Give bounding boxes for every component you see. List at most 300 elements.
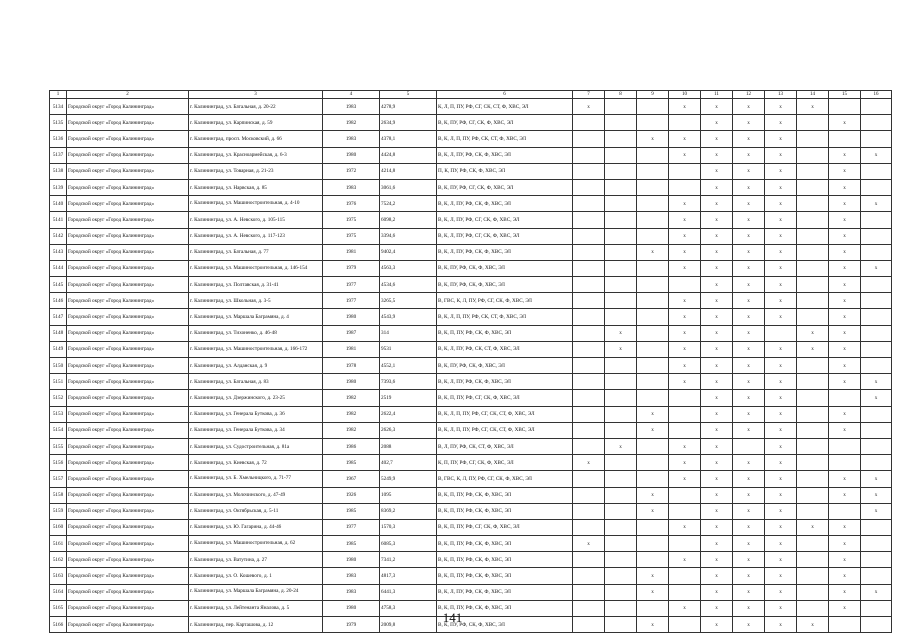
table-cell-col16	[861, 358, 892, 374]
table-cell-col16: x	[861, 471, 892, 487]
table-cell-col11: x	[701, 422, 733, 438]
table-cell-col2: Городской округ «Город Калининград»	[67, 163, 189, 179]
table-cell-col12: x	[733, 244, 765, 260]
table-row	[50, 131, 892, 147]
table-row	[50, 309, 892, 325]
table-cell-col8	[605, 277, 637, 293]
table-cell-col8	[605, 244, 637, 260]
table-cell-col7	[573, 438, 605, 454]
table-cell-col15: x	[829, 471, 861, 487]
table-cell-col1: 5145	[50, 277, 67, 293]
table-cell-col6: В, К, Л, ПУ, РФ, СК, СТ, Ф, ХВС, ЭЛ	[437, 341, 573, 357]
table-cell-col3: г. Калининград, ул. Маршала Баграмяна, д. 20-24	[189, 584, 323, 600]
table-cell-col13: x	[765, 552, 797, 568]
table-cell-col12: x	[733, 325, 765, 341]
table-cell-col10: x	[669, 438, 701, 454]
table-cell-col12: x	[733, 131, 765, 147]
table-cell-col4: 1982	[323, 406, 380, 422]
table-cell-col10: x	[669, 374, 701, 390]
table-cell-col11: x	[701, 617, 733, 633]
table-cell-col5: 314	[380, 325, 437, 341]
register-table	[49, 90, 892, 633]
table-cell-col9	[637, 552, 669, 568]
table-cell-col4: 1981	[323, 341, 380, 357]
table-cell-col2: Городской округ «Город Калининград»	[67, 212, 189, 228]
table-row	[50, 536, 892, 552]
table-cell-col15: x	[829, 422, 861, 438]
table-cell-col2: Городской округ «Город Калининград»	[67, 293, 189, 309]
table-cell-col7	[573, 244, 605, 260]
table-cell-col4: 1979	[323, 617, 380, 633]
table-cell-col3: г. Калининград, ул. Полтавская, д. 31-41	[189, 277, 323, 293]
table-cell-col16	[861, 99, 892, 115]
table-row	[50, 325, 892, 341]
table-cell-col16	[861, 163, 892, 179]
table-cell-col7: x	[573, 99, 605, 115]
table-row	[50, 374, 892, 390]
table-cell-col12: x	[733, 260, 765, 276]
table-cell-col5: 4563,3	[380, 260, 437, 276]
table-row	[50, 277, 892, 293]
table-cell-col15	[829, 99, 861, 115]
table-cell-col3: г. Калининград, ул. Красноармейская, д. 6-3	[189, 147, 323, 163]
table-cell-col16	[861, 131, 892, 147]
table-cell-col10	[669, 277, 701, 293]
table-cell-col2: Городской округ «Город Калининград»	[67, 438, 189, 454]
table-cell-col1: 5147	[50, 309, 67, 325]
table-cell-col16: x	[861, 390, 892, 406]
table-cell-col5: 4378,1	[380, 131, 437, 147]
table-cell-col11: x	[701, 147, 733, 163]
table-cell-col6: В, К, Л, П, ПУ, РФ, СК, СТ, Ф, ХВС, ЭЛ	[437, 309, 573, 325]
table-cell-col11: x	[701, 99, 733, 115]
table-cell-col5: 4534,6	[380, 277, 437, 293]
table-cell-col8	[605, 179, 637, 195]
table-cell-col9	[637, 147, 669, 163]
table-cell-col3: г. Калининград, ул. Киевская, д. 72	[189, 455, 323, 471]
table-cell-col1: 5166	[50, 617, 67, 633]
table-row	[50, 519, 892, 535]
table-cell-col12: x	[733, 487, 765, 503]
table-cell-col9: x	[637, 617, 669, 633]
table-cell-col15: x	[829, 163, 861, 179]
table-cell-col14	[797, 212, 829, 228]
table-cell-col8: x	[605, 438, 637, 454]
table-cell-col8	[605, 390, 637, 406]
table-cell-col2: Городской округ «Город Калининград»	[67, 228, 189, 244]
table-cell-col6: В, К, П, ПУ, РФ, СК, Ф, ХВС, ЭЛ	[437, 552, 573, 568]
table-cell-col13: x	[765, 179, 797, 195]
table-cell-col14	[797, 584, 829, 600]
table-row	[50, 584, 892, 600]
table-cell-col6: В, К, Л, ПУ, РФ, СК, Ф, ХВС, ЭЛ	[437, 196, 573, 212]
table-cell-col3: г. Калининград, ул. Товарная, д. 21-23	[189, 163, 323, 179]
table-cell-col10: x	[669, 341, 701, 357]
table-cell-col4: 1980	[323, 147, 380, 163]
table-cell-col11: x	[701, 552, 733, 568]
table-cell-col9	[637, 277, 669, 293]
table-cell-col16	[861, 293, 892, 309]
table-cell-col6: В, К, П, ПУ, РФ, СК, Ф, ХВС, ЭЛ	[437, 536, 573, 552]
table-cell-col11: x	[701, 584, 733, 600]
table-cell-col15: x	[829, 228, 861, 244]
table-cell-col6: В, К, Л, ПУ, РФ, СК, Ф, ХВС, ЭЛ	[437, 374, 573, 390]
table-cell-col7	[573, 179, 605, 195]
table-cell-col15: x	[829, 293, 861, 309]
register-table-container	[49, 90, 879, 633]
table-cell-col4: 1981	[323, 244, 380, 260]
table-cell-col7	[573, 309, 605, 325]
table-cell-col2: Городской округ «Город Калининград»	[67, 617, 189, 633]
table-cell-col1: 5155	[50, 438, 67, 454]
table-cell-col12: x	[733, 228, 765, 244]
table-cell-col3: г. Калининград, ул. Дзержинского, д. 23-25	[189, 390, 323, 406]
table-cell-col10: x	[669, 196, 701, 212]
table-cell-col16	[861, 212, 892, 228]
table-cell-col10	[669, 503, 701, 519]
table-cell-col9	[637, 390, 669, 406]
table-cell-col1: 5138	[50, 163, 67, 179]
table-cell-col13: x	[765, 115, 797, 131]
table-cell-col10: x	[669, 212, 701, 228]
table-cell-col4: 1980	[323, 309, 380, 325]
table-cell-col9: x	[637, 487, 669, 503]
table-cell-col6: П, К, ПУ, РФ, СК, Ф, ХВС, ЭЛ	[437, 163, 573, 179]
table-cell-col2: Городской округ «Город Калининград»	[67, 422, 189, 438]
table-cell-col10: x	[669, 519, 701, 535]
table-cell-col10: x	[669, 228, 701, 244]
table-cell-col5: 4817,3	[380, 568, 437, 584]
table-cell-col14	[797, 147, 829, 163]
table-cell-col1: 5142	[50, 228, 67, 244]
column-header: 5	[380, 91, 437, 99]
table-cell-col7	[573, 503, 605, 519]
table-cell-col12: x	[733, 212, 765, 228]
table-cell-col2: Городской округ «Город Калининград»	[67, 600, 189, 616]
table-cell-col2: Городской округ «Город Калининград»	[67, 374, 189, 390]
table-cell-col13: x	[765, 617, 797, 633]
table-cell-col2: Городской округ «Город Калининград»	[67, 552, 189, 568]
table-cell-col4: 1979	[323, 260, 380, 276]
table-cell-col12: x	[733, 293, 765, 309]
table-cell-col3: г. Калининград, ул. Алданская, д. 9	[189, 358, 323, 374]
table-cell-col12: x	[733, 536, 765, 552]
table-cell-col12: x	[733, 147, 765, 163]
table-cell-col3: г. Калининград, ул. Карпинская, д. 59	[189, 115, 323, 131]
table-cell-col1: 5158	[50, 487, 67, 503]
table-cell-col7	[573, 260, 605, 276]
table-cell-col1: 5149	[50, 341, 67, 357]
table-cell-col6: В, К, Л, ПУ, РФ, СК, Ф, ХВС, ЭЛ	[437, 584, 573, 600]
column-header: 2	[67, 91, 189, 99]
table-cell-col9: x	[637, 422, 669, 438]
table-cell-col2: Городской округ «Город Калининград»	[67, 309, 189, 325]
table-cell-col9	[637, 455, 669, 471]
table-cell-col8: x	[605, 325, 637, 341]
table-cell-col2: Городской округ «Город Калининград»	[67, 341, 189, 357]
table-cell-col9	[637, 309, 669, 325]
column-header: 4	[323, 91, 380, 99]
table-cell-col11: x	[701, 406, 733, 422]
table-cell-col14	[797, 228, 829, 244]
table-cell-col8	[605, 260, 637, 276]
table-cell-col15	[829, 390, 861, 406]
table-cell-col16	[861, 228, 892, 244]
table-cell-col6: В, Л, ПУ, РФ, СК, СТ, Ф, ХВС, ЭЛ	[437, 438, 573, 454]
table-row	[50, 99, 892, 115]
table-cell-col14	[797, 568, 829, 584]
table-cell-col3: г. Калининград, ул. Ватутина, д. 27	[189, 552, 323, 568]
table-cell-col9: x	[637, 244, 669, 260]
table-cell-col3: г. Калининград, ул. О. Кошевого, д. 1	[189, 568, 323, 584]
table-cell-col15: x	[829, 406, 861, 422]
table-cell-col15: x	[829, 584, 861, 600]
table-cell-col14	[797, 455, 829, 471]
table-cell-col3: г. Калининград, пер. Карташова, д. 12	[189, 617, 323, 633]
table-cell-col3: г. Калининград, ул. Батальная, д. 83	[189, 374, 323, 390]
table-cell-col5: 402,7	[380, 455, 437, 471]
table-cell-col11: x	[701, 600, 733, 616]
table-cell-col1: 5164	[50, 584, 67, 600]
table-cell-col5: 7524,2	[380, 196, 437, 212]
table-cell-col2: Городской округ «Город Калининград»	[67, 115, 189, 131]
table-row	[50, 341, 892, 357]
table-cell-col4: 1977	[323, 293, 380, 309]
table-cell-col15: x	[829, 341, 861, 357]
table-cell-col16	[861, 115, 892, 131]
table-cell-col1: 5150	[50, 358, 67, 374]
table-cell-col8	[605, 487, 637, 503]
table-cell-col6: В, К, П, ПУ, РФ, СК, Ф, ХВС, ЭЛ	[437, 503, 573, 519]
table-cell-col13: x	[765, 422, 797, 438]
table-row	[50, 163, 892, 179]
table-cell-col11: x	[701, 390, 733, 406]
table-cell-col10: x	[669, 147, 701, 163]
table-row	[50, 212, 892, 228]
table-cell-col12: x	[733, 358, 765, 374]
table-cell-col9	[637, 196, 669, 212]
table-cell-col10: x	[669, 293, 701, 309]
table-cell-col15: x	[829, 568, 861, 584]
table-cell-col9: x	[637, 131, 669, 147]
table-cell-col11: x	[701, 374, 733, 390]
table-cell-col9	[637, 471, 669, 487]
table-cell-col4: 1982	[323, 115, 380, 131]
table-cell-col12: x	[733, 196, 765, 212]
table-cell-col15	[829, 131, 861, 147]
table-cell-col5: 4758,3	[380, 600, 437, 616]
table-cell-col16: x	[861, 503, 892, 519]
table-cell-col16	[861, 455, 892, 471]
table-cell-col15: x	[829, 212, 861, 228]
table-cell-col1: 5151	[50, 374, 67, 390]
table-cell-col11: x	[701, 358, 733, 374]
table-cell-col12: x	[733, 341, 765, 357]
table-cell-col8	[605, 471, 637, 487]
table-cell-col6: В, К, П, ПУ, РФ, СК, Ф, ХВС, ЭЛ	[437, 325, 573, 341]
table-cell-col4: 1986	[323, 438, 380, 454]
table-cell-col8	[605, 568, 637, 584]
table-cell-col7	[573, 325, 605, 341]
table-cell-col10	[669, 115, 701, 131]
table-cell-col8: x	[605, 341, 637, 357]
table-cell-col8	[605, 228, 637, 244]
table-cell-col12: x	[733, 179, 765, 195]
table-cell-col3: г. Калининград, ул. Лейтенанта Яналова, д. 5	[189, 600, 323, 616]
table-cell-col5: 8369,2	[380, 503, 437, 519]
table-cell-col4: 1967	[323, 471, 380, 487]
table-cell-col15	[829, 455, 861, 471]
table-cell-col15: x	[829, 487, 861, 503]
table-cell-col12: x	[733, 163, 765, 179]
table-cell-col16: x	[861, 260, 892, 276]
table-cell-col8	[605, 115, 637, 131]
table-cell-col1: 5148	[50, 325, 67, 341]
table-cell-col5: 7393,6	[380, 374, 437, 390]
table-cell-col6: В, К, ПУ, РФ, СК, Ф, ХВС, ЭЛ	[437, 260, 573, 276]
table-cell-col2: Городской округ «Город Калининград»	[67, 358, 189, 374]
table-cell-col4: 1985	[323, 455, 380, 471]
table-cell-col11: x	[701, 277, 733, 293]
table-row	[50, 568, 892, 584]
column-header: 3	[189, 91, 323, 99]
table-cell-col2: Городской округ «Город Калининград»	[67, 277, 189, 293]
table-cell-col7	[573, 196, 605, 212]
table-cell-col15: x	[829, 600, 861, 616]
table-cell-col7	[573, 131, 605, 147]
table-cell-col12: x	[733, 471, 765, 487]
table-cell-col15: x	[829, 115, 861, 131]
table-cell-col3: г. Калининград, ул. Молочинского, д. 47-49	[189, 487, 323, 503]
table-cell-col15: x	[829, 552, 861, 568]
table-cell-col15: x	[829, 358, 861, 374]
table-cell-col14	[797, 422, 829, 438]
table-cell-col2: Городской округ «Город Калининград»	[67, 568, 189, 584]
table-cell-col14: x	[797, 341, 829, 357]
table-cell-col11: x	[701, 438, 733, 454]
table-cell-col11: x	[701, 568, 733, 584]
table-cell-col16	[861, 438, 892, 454]
table-cell-col16: x	[861, 584, 892, 600]
table-cell-col6: В, К, П, ПУ, РФ, СГ, СК, Ф, ХВС, ЭЛ	[437, 519, 573, 535]
table-cell-col14	[797, 503, 829, 519]
table-cell-col8	[605, 196, 637, 212]
column-header: 15	[829, 91, 861, 99]
table-cell-col5: 5249,9	[380, 471, 437, 487]
table-cell-col16	[861, 406, 892, 422]
table-cell-col3: г. Калининград, ул. Батальная, д. 20-22	[189, 99, 323, 115]
table-cell-col13: x	[765, 341, 797, 357]
table-cell-col6: В, К, П, ПУ, РФ, СГ, СК, Ф, ХВС, ЭЛ	[437, 390, 573, 406]
table-cell-col10	[669, 406, 701, 422]
table-cell-col1: 5143	[50, 244, 67, 260]
table-cell-col2: Городской округ «Город Калининград»	[67, 179, 189, 195]
table-cell-col6: В, К, П, ПУ, РФ, СК, Ф, ХВС, ЭЛ	[437, 600, 573, 616]
table-cell-col15: x	[829, 536, 861, 552]
table-cell-col12: x	[733, 422, 765, 438]
table-cell-col16: x	[861, 196, 892, 212]
table-cell-col10	[669, 536, 701, 552]
table-cell-col9	[637, 179, 669, 195]
table-cell-col2: Городской округ «Город Калининград»	[67, 519, 189, 535]
table-cell-col14: x	[797, 519, 829, 535]
table-cell-col5: 1570,3	[380, 519, 437, 535]
table-cell-col10	[669, 584, 701, 600]
table-cell-col11: x	[701, 293, 733, 309]
table-cell-col1: 5139	[50, 179, 67, 195]
table-cell-col5: 6085,3	[380, 536, 437, 552]
table-cell-col13: x	[765, 147, 797, 163]
table-cell-col1: 5144	[50, 260, 67, 276]
table-cell-col7: x	[573, 455, 605, 471]
table-cell-col13: x	[765, 163, 797, 179]
table-cell-col2: Городской округ «Город Калининград»	[67, 584, 189, 600]
table-cell-col13: x	[765, 358, 797, 374]
table-cell-col2: Городской округ «Город Калининград»	[67, 487, 189, 503]
table-cell-col3: г. Калининград, ул. Машиностроительная, д. 166-172	[189, 341, 323, 357]
table-cell-col14: x	[797, 617, 829, 633]
table-cell-col13: x	[765, 455, 797, 471]
table-cell-col16	[861, 341, 892, 357]
table-cell-col14	[797, 179, 829, 195]
table-cell-col14	[797, 358, 829, 374]
table-cell-col12: x	[733, 406, 765, 422]
table-cell-col5: 3394,6	[380, 228, 437, 244]
table-cell-col1: 5154	[50, 422, 67, 438]
table-cell-col10: x	[669, 260, 701, 276]
table-cell-col7	[573, 293, 605, 309]
table-cell-col11: x	[701, 455, 733, 471]
table-cell-col11: x	[701, 471, 733, 487]
table-cell-col13: x	[765, 438, 797, 454]
table-cell-col7	[573, 584, 605, 600]
table-cell-col3: г. Калининград, ул. Октябрьская, д. 5-11	[189, 503, 323, 519]
table-cell-col10: x	[669, 455, 701, 471]
table-cell-col16: x	[861, 374, 892, 390]
table-cell-col7	[573, 406, 605, 422]
table-cell-col2: Городской округ «Город Калининград»	[67, 260, 189, 276]
table-cell-col7	[573, 487, 605, 503]
table-cell-col16	[861, 277, 892, 293]
table-cell-col4: 1977	[323, 519, 380, 535]
table-cell-col5: 1095	[380, 487, 437, 503]
table-row	[50, 390, 892, 406]
table-cell-col14	[797, 244, 829, 260]
table-cell-col16: x	[861, 147, 892, 163]
table-cell-col2: Городской округ «Город Калининград»	[67, 390, 189, 406]
table-cell-col11: x	[701, 260, 733, 276]
table-cell-col5: 3265,5	[380, 293, 437, 309]
table-cell-col6: К, П, ПУ, РФ, СГ, СК, Ф, ХВС, ЭЛ	[437, 455, 573, 471]
table-cell-col8	[605, 552, 637, 568]
table-cell-col4: 1975	[323, 228, 380, 244]
table-cell-col10	[669, 163, 701, 179]
table-row	[50, 487, 892, 503]
table-row	[50, 422, 892, 438]
page-number: 141	[442, 610, 463, 625]
table-cell-col13: x	[765, 536, 797, 552]
column-header: 11	[701, 91, 733, 99]
table-cell-col9	[637, 519, 669, 535]
table-cell-col7	[573, 519, 605, 535]
table-cell-col9	[637, 163, 669, 179]
table-cell-col12: x	[733, 277, 765, 293]
table-cell-col6: В, К, Л, П, ПУ, РФ, СК, СТ, Ф, ХВС, ЭЛ	[437, 131, 573, 147]
table-row	[50, 471, 892, 487]
table-cell-col9	[637, 438, 669, 454]
table-cell-col10: x	[669, 131, 701, 147]
table-row	[50, 196, 892, 212]
